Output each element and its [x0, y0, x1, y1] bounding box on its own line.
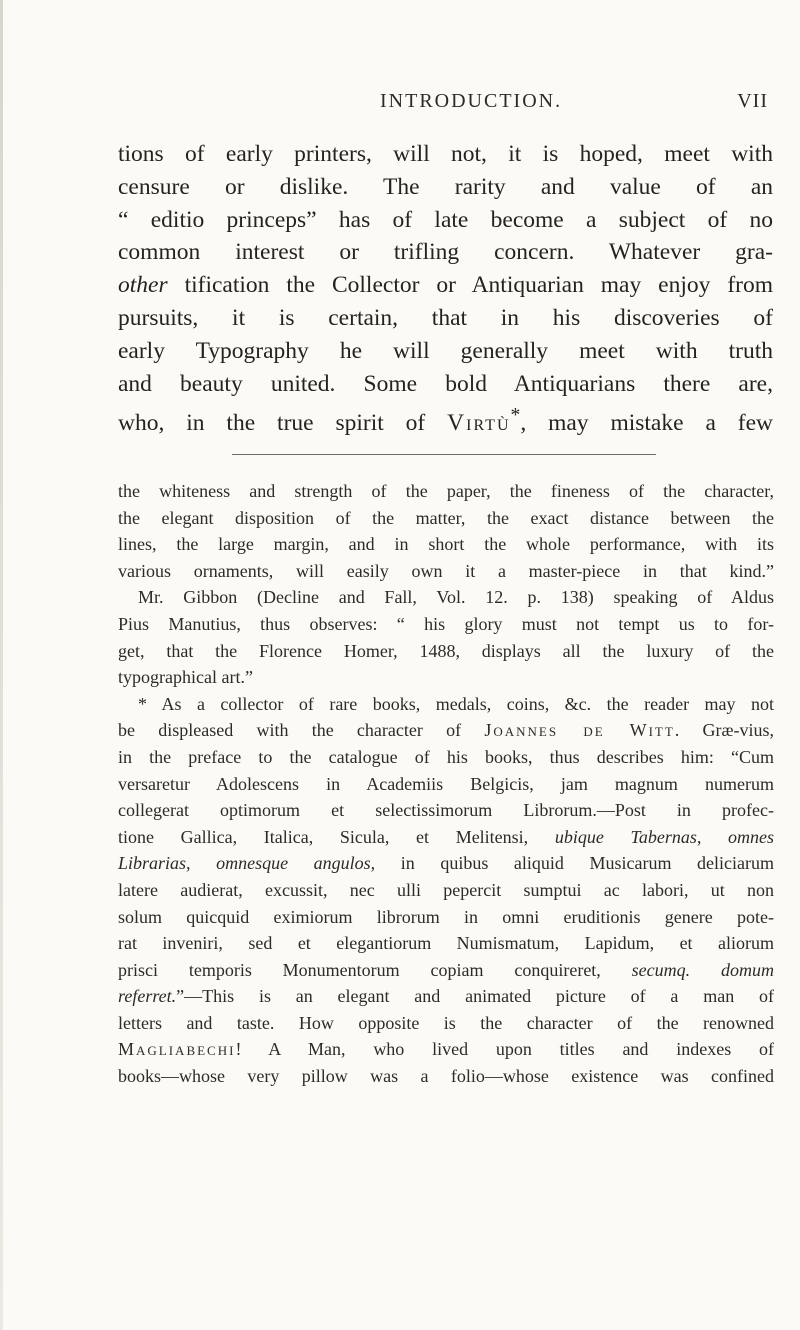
footnote-text: . Græ-vius,	[674, 720, 775, 741]
footnote-line: rat inveniri, sed et elegantiorum Numismatum, Lapidum, et aliorum	[118, 933, 774, 954]
footnote-line	[118, 717, 774, 744]
body-line-text: who, in the true spirit of	[118, 410, 426, 437]
footnote-line: Mr. Gibbon (Decline and Fall, Vol. 12. p. 138) speaking of Aldus	[138, 587, 774, 608]
main-text	[118, 138, 773, 440]
body-line	[118, 269, 773, 302]
small-caps-word: Virtù	[447, 410, 511, 437]
italic-word: other	[118, 272, 168, 299]
footnote-text: in quibus aliquid Musicarum deliciarum	[400, 853, 775, 874]
footnote-line: typographical art.”	[118, 667, 253, 688]
footnote-line	[118, 983, 774, 1010]
footnote-line: get, that the Florence Homer, 1488, displays all the luxury of the	[118, 640, 774, 661]
footnote-line: various ornaments, will easily own it a master-piece in that kind.”	[118, 560, 774, 581]
body-line	[118, 400, 773, 440]
page-edge-shadow	[0, 0, 3, 1330]
italic-phrase: referret.	[118, 986, 177, 1007]
running-title: INTRODUCTION.	[380, 90, 563, 112]
footnote-line	[118, 850, 774, 877]
footnote-line: Pius Manutius, thus observes: “ his glory must not tempt us to for-	[118, 613, 774, 634]
running-head	[118, 90, 768, 120]
footnote-line: the elegant disposition of the matter, the exact distance between the	[118, 507, 774, 528]
italic-phrase: Librarias, omnesque angulos,	[118, 853, 376, 874]
footnote-line: versaretur Adolescens in Academiis Belgicis, jam magnum numerum	[118, 773, 774, 794]
body-line: and beauty united. Some bold Antiquarians there are,	[118, 370, 773, 397]
footnote-line	[118, 1036, 774, 1063]
body-line-text: tification the Collector or Antiquarian may enjoy from	[184, 272, 774, 299]
footnote-line	[118, 824, 774, 851]
person-name: Magliabechi	[118, 1039, 236, 1060]
footnote-line: the whiteness and strength of the paper, the fineness of the character,	[118, 481, 774, 501]
body-line: “ editio princeps” has of late become a subject of no	[118, 206, 773, 233]
body-line: early Typography he will generally meet with truth	[118, 337, 773, 364]
footnote-line: in the preface to the catalogue of his books, thus describes him: “Cum	[118, 746, 774, 767]
footnotes	[118, 478, 774, 1090]
italic-phrase: ubique Tabernas, omnes	[554, 826, 774, 847]
italic-phrase: secumq. domum	[631, 959, 775, 980]
footnote-text: be displeased with the character of	[118, 720, 462, 741]
footnote-line: books—whose very pillow was a folio—whose existence was confined	[118, 1066, 774, 1087]
body-line: common interest or trifling concern. Whatever gra-	[118, 239, 773, 266]
person-name: Joannes de Witt	[484, 720, 675, 741]
footnote-text: ! A Man, who lived upon titles and indexes of	[235, 1039, 774, 1060]
footnote-line: latere audierat, excussit, nec ulli pepercit sumptui ac labori, ut non	[118, 879, 774, 900]
body-line: censure or dislike. The rarity and value of an	[118, 173, 773, 200]
footnote-text: ”—This is an elegant and animated picture of a man of	[176, 986, 774, 1007]
footnote-line: lines, the large margin, and in short the whole performance, with its	[118, 534, 774, 555]
body-line: pursuits, it is certain, that in his discoveries of	[118, 304, 773, 331]
footnote-line: letters and taste. How opposite is the character of the renowned	[118, 1012, 774, 1033]
footnote-rule	[232, 454, 656, 455]
footnote-line: solum quicquid eximiorum librorum in omni eruditionis genere pote-	[118, 906, 774, 927]
body-line: tions of early printers, will not, it is hoped, meet with	[118, 141, 773, 167]
footnote-mark: *	[510, 405, 521, 427]
footnote-text: prisci temporis Monumentorum copiam conquireret,	[118, 959, 601, 980]
footnote-text: tione Gallica, Italica, Sicula, et Melitensi,	[118, 826, 529, 847]
footnote-line: collegerat optimorum et selectissimorum Librorum.—Post in profec-	[118, 800, 774, 821]
footnote-line: * As a collector of rare books, medals, coins, &c. the reader may not	[138, 693, 774, 714]
body-line-text: , may mistake a few	[520, 410, 773, 437]
footnote-line	[118, 957, 774, 984]
page-number: VII	[737, 90, 768, 112]
